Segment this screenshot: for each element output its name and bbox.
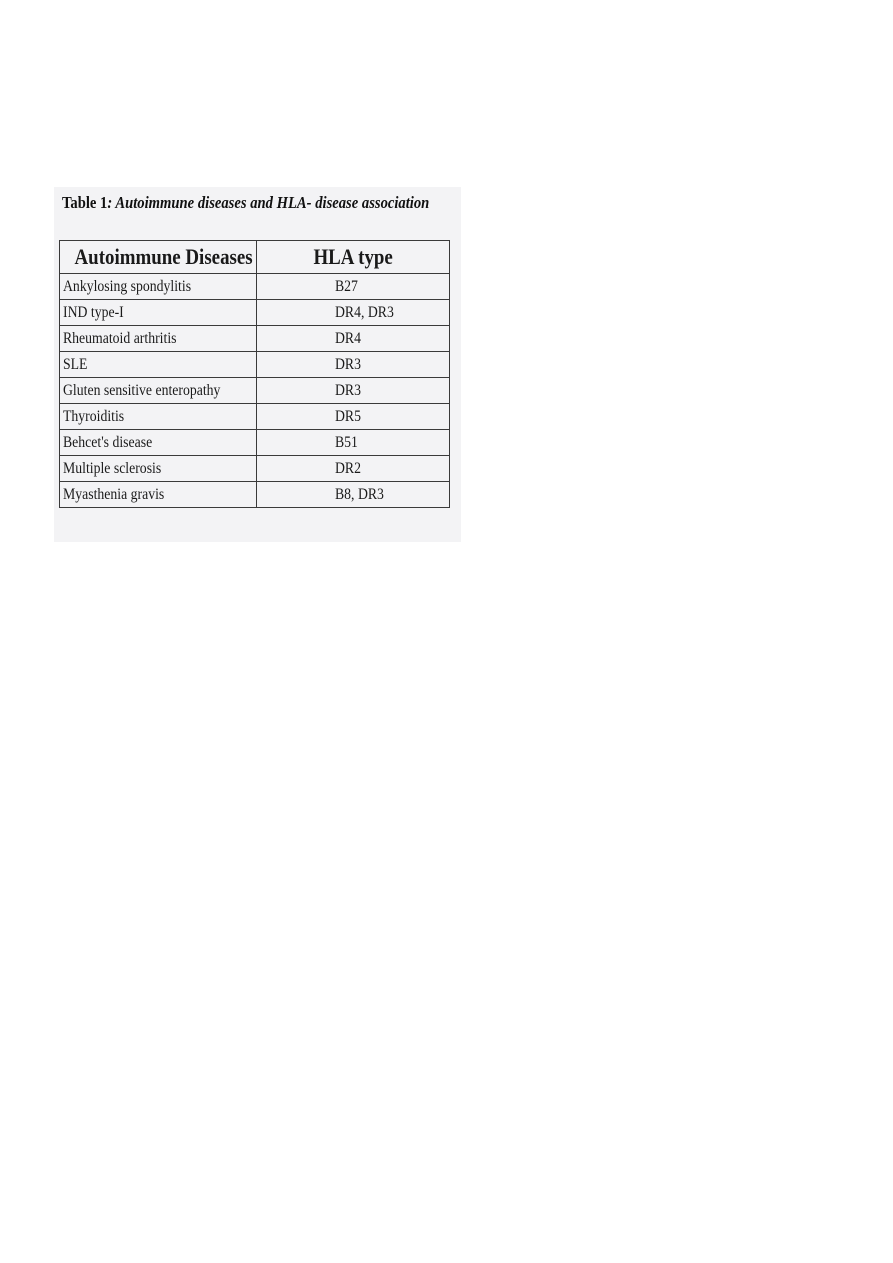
table-row (60, 430, 450, 456)
column-header-disease: Autoimmune Diseases (60, 241, 257, 274)
hla-cell: DR5 (257, 404, 450, 430)
column-header-hla: HLA type (257, 241, 450, 274)
table-row (60, 326, 450, 352)
hla-cell: DR2 (257, 456, 450, 482)
disease-cell: Multiple sclerosis (60, 456, 257, 482)
table-row (60, 274, 450, 300)
disease-cell: Ankylosing spondylitis (60, 274, 257, 300)
hla-cell: B27 (257, 274, 450, 300)
hla-association-table (59, 240, 450, 508)
caption-label: Table 1 (62, 193, 108, 212)
scanned-table-image (54, 187, 461, 542)
hla-cell: DR3 (257, 352, 450, 378)
table-row (60, 456, 450, 482)
table-row (60, 352, 450, 378)
disease-cell: SLE (60, 352, 257, 378)
hla-cell: DR4, DR3 (257, 300, 450, 326)
hla-cell: DR4 (257, 326, 450, 352)
table-row (60, 378, 450, 404)
table-header-row (60, 241, 450, 274)
disease-cell: Thyroiditis (60, 404, 257, 430)
disease-cell: Behcet's disease (60, 430, 257, 456)
disease-cell: Myasthenia gravis (60, 482, 257, 508)
caption-text: : Autoimmune diseases and HLA- disease association (107, 193, 430, 212)
table-caption (62, 193, 429, 213)
table-row (60, 482, 450, 508)
hla-cell: B51 (257, 430, 450, 456)
table-row (60, 404, 450, 430)
hla-cell: DR3 (257, 378, 450, 404)
disease-cell: IND type-I (60, 300, 257, 326)
disease-cell: Rheumatoid arthritis (60, 326, 257, 352)
hla-cell: B8, DR3 (257, 482, 450, 508)
disease-cell: Gluten sensitive enteropathy (60, 378, 257, 404)
table-row (60, 300, 450, 326)
